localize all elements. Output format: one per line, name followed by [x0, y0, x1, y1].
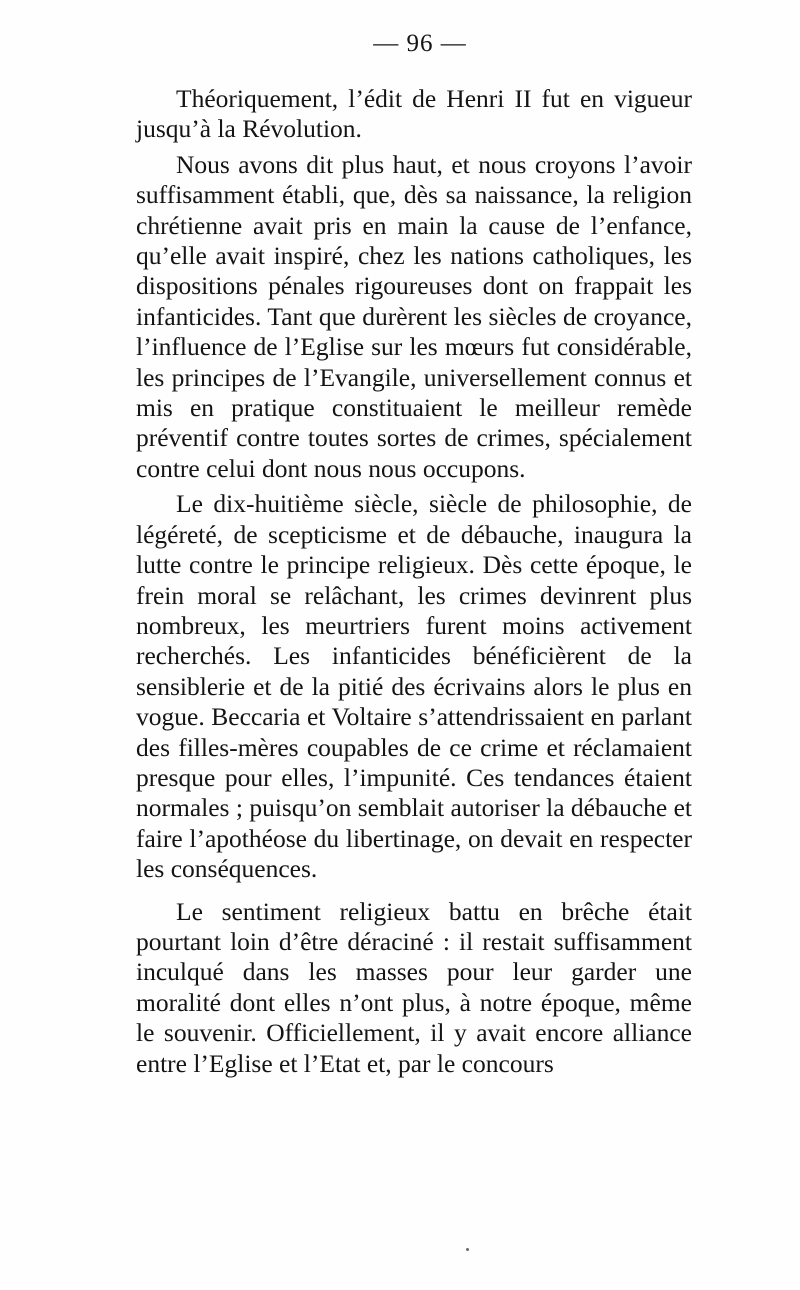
paragraph-4: Le sentiment religieux battu en brêche était pourtant loin d’être déraciné : il restait suffisamment inculqué dans les masses pour leur garder une moralité dont elles n’ont plus, à notre époque, même le souvenir. Officiellement, il y avait encore alliance entre l’Eglise et l’Etat et, par le concours: [136, 896, 692, 1078]
paragraph-3: Le dix-huitième siècle, siècle de philosophie, de légéreté, de scepticisme et de débauche, inaugura la lutte contre le principe religieux. Dès cette époque, le frein moral se relâchant, les crimes devinrent plus nombreux, les meurtriers furent moins activement recherchés. Les infanticides bénéficièrent de la sensiblerie et de la pitié des écrivains alors le plus en vogue. Beccaria et Voltaire s’attendrissaient en parlant des filles-mères coupables de ce crime et réclamaient presque pour elles, l’impunité. Ces tendances étaient normales ; puisqu’on semblait autoriser la débauche et faire l’apothéose du libertinage, on devait en respecter les conséquences.: [136, 489, 692, 884]
paragraph-1: Théoriquement, l’édit de Henri II fut en vigueur jusqu’à la Révolution.: [136, 84, 692, 144]
paragraph-2: Nous avons dit plus haut, et nous croyons l’avoir suffisamment établi, que, dès sa naissance, la religion chrétienne avait pris en main la cause de l’enfance, qu’elle avait inspiré, chez les nations catholiques, les dispositions pénales rigoureuses dont on frappait les infanticides. Tant que durèrent les siècles de croyance, l’influence de l’Eglise sur les mœurs fut considérable, les principes de l’Evangile, universellement connus et mis en pratique constituaient le meilleur remède préventif contre toutes sortes de crimes, spécialement contre celui dont nous nous occupons.: [136, 149, 692, 483]
page-number: — 96 —: [373, 30, 467, 57]
body-text: [136, 84, 692, 1079]
paper-speck: [466, 1248, 469, 1251]
